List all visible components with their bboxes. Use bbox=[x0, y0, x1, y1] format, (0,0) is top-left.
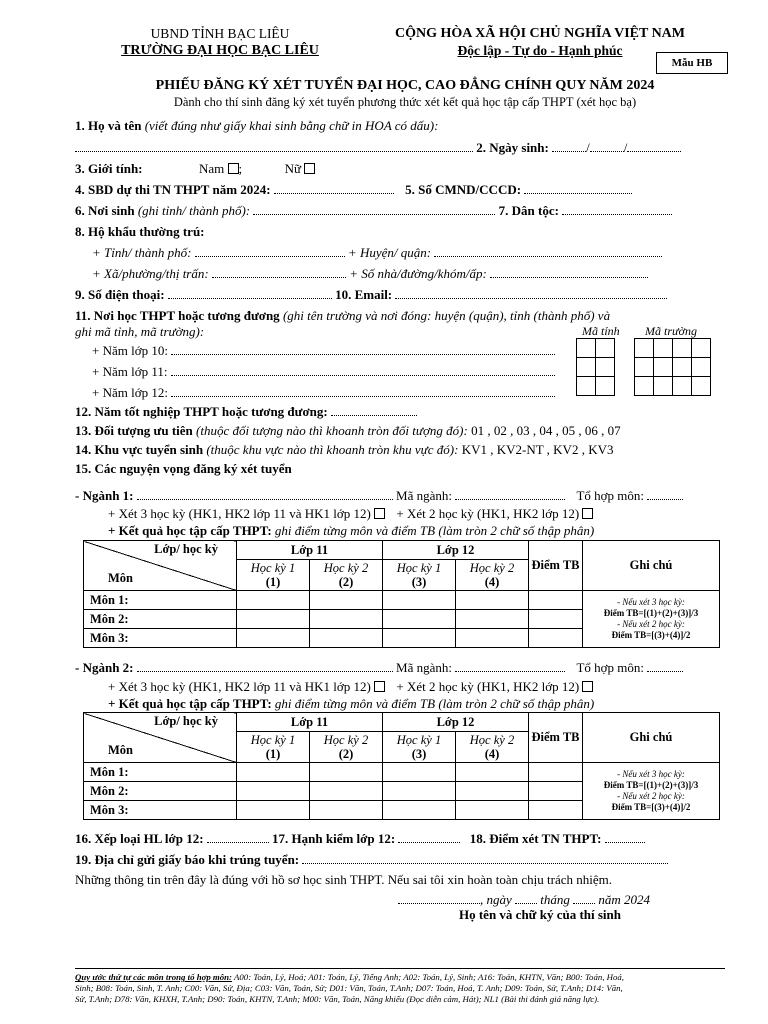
score-cell[interactable] bbox=[237, 629, 310, 648]
date-month-label: tháng bbox=[540, 892, 570, 907]
national-subtitle: Độc lập - Tự do - Hạnh phúc bbox=[457, 43, 623, 58]
field-label: + Số nhà/đường/khóm/ấp: bbox=[349, 266, 487, 281]
note-3-semesters: - Nếu xét 3 học kỳ: bbox=[617, 769, 685, 779]
field-hint: (thuộc đối tượng nào thì khoanh tròn đối tượng đó): bbox=[196, 423, 468, 438]
avg-cell[interactable] bbox=[529, 629, 583, 648]
field-label: 10. Email: bbox=[335, 287, 393, 302]
field-contact-row bbox=[75, 287, 768, 303]
choice-2-major-input[interactable] bbox=[137, 662, 393, 672]
gender-male-checkbox[interactable] bbox=[228, 163, 239, 174]
score-cell[interactable] bbox=[310, 629, 383, 648]
hk2-label: Học kỳ 2 bbox=[469, 561, 515, 575]
avg-cell[interactable] bbox=[529, 610, 583, 629]
notes-cell bbox=[583, 591, 720, 648]
residence-ward-input[interactable] bbox=[212, 268, 346, 278]
code-cell[interactable] bbox=[635, 377, 654, 396]
formula-3-semesters: Điểm TB=[(1)+(2)+(3)]/3 bbox=[603, 780, 699, 790]
table-corner bbox=[84, 713, 237, 763]
field-address-row bbox=[75, 852, 768, 868]
rules-line: Sử, T.Anh; D78: Văn, KHXH, T.Anh; D90: Toán, KHTN, T.Anh; M00: Văn, Toán, Năng khiếu (Đọc diễn cảm, Hát); NL1 (Bài thi đánh giá năng lực). bbox=[75, 994, 600, 1004]
date-line bbox=[398, 892, 650, 908]
dob-month-input[interactable] bbox=[590, 142, 624, 152]
ethnicity-input[interactable] bbox=[562, 205, 672, 215]
field-grades-row bbox=[75, 831, 768, 847]
date-year-label: năm 2024 bbox=[598, 892, 651, 907]
declaration-text: Những thông tin trên đây là đúng với hồ sơ học sinh THPT. Nếu sai tôi xin hoàn toàn chịu trách nhiệm. bbox=[75, 872, 612, 887]
province-code-label: Mã tỉnh bbox=[582, 324, 620, 338]
code-cell[interactable] bbox=[673, 339, 692, 358]
field-region bbox=[75, 442, 768, 458]
footer-divider bbox=[75, 968, 725, 969]
score-cell[interactable] bbox=[310, 763, 383, 782]
date-day-label: , ngày bbox=[480, 892, 512, 907]
slash: / bbox=[623, 140, 628, 155]
corner-bottom: Môn bbox=[108, 743, 133, 757]
score-cell[interactable] bbox=[237, 801, 310, 820]
score-cell[interactable] bbox=[310, 782, 383, 801]
place-input[interactable] bbox=[398, 894, 480, 904]
code-cell[interactable] bbox=[635, 339, 654, 358]
field-label: 19. Địa chỉ gửi giấy báo khi trúng tuyển: bbox=[75, 852, 300, 867]
col-num: (4) bbox=[484, 575, 500, 589]
choice-1-combo-input[interactable] bbox=[647, 490, 683, 500]
residence-ward-row bbox=[92, 266, 768, 282]
grade12-header: Lớp 12 bbox=[383, 541, 529, 560]
col-num: (2) bbox=[338, 747, 354, 761]
gender-male-label: Nam bbox=[199, 161, 225, 176]
major-code-label: Mã ngành: bbox=[396, 660, 452, 675]
formula-2-semesters: Điểm TB=[(3)+(4)]/2 bbox=[611, 630, 691, 640]
rules-line: Sinh; B08: Toán, Sinh, T. Anh; C00: Văn, Sử, Địa; C03: Văn, Toán, Sử; D01: Văn, Toán, T.Anh; D07: Toán, Hoá, T. Anh; D09: Toán, Sử, T.Anh; D14: Văn, bbox=[75, 983, 623, 993]
semester-header bbox=[456, 732, 529, 763]
notes-cell bbox=[583, 763, 720, 820]
choice-2-result bbox=[108, 696, 768, 712]
choice-2-options bbox=[108, 679, 768, 695]
graduation-score-input[interactable] bbox=[605, 833, 645, 843]
field-label: 3. Giới tính: bbox=[75, 161, 143, 176]
combo-label: Tổ hợp môn: bbox=[576, 488, 645, 503]
conduct-input[interactable] bbox=[398, 833, 460, 843]
result-hint: ghi điểm từng môn và điểm TB (làm tròn 2 chữ số thập phân) bbox=[274, 696, 595, 711]
hk1-label: Học kỳ 1 bbox=[396, 561, 442, 575]
field-graduation-year bbox=[75, 404, 768, 420]
residence-district-input[interactable] bbox=[434, 247, 662, 257]
school-code-grid[interactable] bbox=[634, 338, 711, 396]
major-code-label: Mã ngành: bbox=[396, 488, 452, 503]
col-num: (4) bbox=[484, 747, 500, 761]
semester-header bbox=[383, 732, 456, 763]
code-cell[interactable] bbox=[654, 358, 673, 377]
option-2-semesters-checkbox[interactable] bbox=[582, 508, 593, 519]
score-cell[interactable] bbox=[383, 591, 456, 610]
notes-header: Ghi chú bbox=[583, 713, 720, 763]
note-2-semesters: - Nếu xét 2 học kỳ: bbox=[617, 619, 685, 629]
code-cell[interactable] bbox=[596, 358, 615, 377]
score-cell[interactable] bbox=[237, 591, 310, 610]
field-school-label bbox=[75, 308, 768, 324]
issuer-school: TRƯỜNG ĐẠI HỌC BẠC LIÊU bbox=[121, 43, 319, 58]
slash: / bbox=[586, 140, 590, 155]
field-label: 1. Họ và tên bbox=[75, 118, 142, 133]
exam-id-input[interactable] bbox=[274, 184, 394, 194]
avg-cell[interactable] bbox=[529, 782, 583, 801]
province-code-grid[interactable] bbox=[576, 338, 615, 396]
formula-2-semesters: Điểm TB=[(3)+(4)]/2 bbox=[611, 802, 691, 812]
form-title: PHIẾU ĐĂNG KÝ XÉT TUYỂN ĐẠI HỌC, CAO ĐẲNG CHÍNH QUY NĂM 2024 bbox=[155, 78, 655, 93]
id-card-input[interactable] bbox=[524, 184, 632, 194]
full-name-input[interactable] bbox=[75, 142, 473, 152]
score-cell[interactable] bbox=[383, 629, 456, 648]
option-3-semesters-label: + Xét 3 học kỳ (HK1, HK2 lớp 11 và HK1 lớp 12) bbox=[108, 506, 371, 521]
code-cell[interactable] bbox=[577, 377, 596, 396]
semester-header bbox=[310, 732, 383, 763]
field-label: + Xã/phường/thị trấn: bbox=[92, 266, 209, 281]
dob-day-input[interactable] bbox=[552, 142, 586, 152]
hk2-label: Học kỳ 2 bbox=[469, 733, 515, 747]
code-cell[interactable] bbox=[654, 339, 673, 358]
option-2-semesters-checkbox[interactable] bbox=[582, 681, 593, 692]
subject-label: Môn 3: bbox=[84, 629, 237, 648]
combo-label: Tổ hợp môn: bbox=[576, 660, 645, 675]
subject-label: Môn 1: bbox=[84, 763, 237, 782]
choice-1-major-input[interactable] bbox=[137, 490, 393, 500]
code-cell[interactable] bbox=[673, 358, 692, 377]
field-residence-label: 8. Hộ khẩu thường trú: bbox=[75, 224, 205, 239]
code-cell[interactable] bbox=[596, 377, 615, 396]
score-cell[interactable] bbox=[310, 610, 383, 629]
rules-text: A00: Toán, Lý, Hoá; A01: Toán, Lý, Tiếng Anh; A02: Toán, Lý, Sinh; A16: Toán, KHTN, Văn; B00: Toán, Hoá, bbox=[231, 972, 624, 982]
score-cell[interactable] bbox=[383, 763, 456, 782]
code-cell[interactable] bbox=[596, 339, 615, 358]
avg-header: Điểm TB bbox=[529, 713, 583, 763]
field-label: + Huyện/ quận: bbox=[347, 245, 432, 260]
field-label: 16. Xếp loại HL lớp 12: bbox=[75, 831, 204, 846]
avg-header: Điểm TB bbox=[529, 541, 583, 591]
field-hint: (ghi tỉnh/ thành phố): bbox=[137, 203, 251, 218]
code-cell[interactable] bbox=[692, 377, 711, 396]
score-cell[interactable] bbox=[383, 782, 456, 801]
field-birthplace-row bbox=[75, 203, 768, 219]
col-num: (1) bbox=[265, 575, 281, 589]
field-hint: (ghi tên trường và nơi đóng: huyện (quận), tỉnh (thành phố) và bbox=[282, 308, 611, 323]
field-hint: (viết đúng như giấy khai sinh bằng chữ in HOA có dấu): bbox=[144, 118, 439, 133]
birthplace-input[interactable] bbox=[253, 205, 495, 215]
semester-header bbox=[383, 560, 456, 591]
field-full-name bbox=[75, 118, 768, 134]
avg-cell[interactable] bbox=[529, 763, 583, 782]
school-grade12-input[interactable] bbox=[171, 387, 555, 397]
hk1-label: Học kỳ 1 bbox=[250, 733, 296, 747]
notes-header: Ghi chú bbox=[583, 541, 720, 591]
code-cell[interactable] bbox=[692, 339, 711, 358]
result-hint: ghi điểm từng môn và điểm TB (làm tròn 2 chữ số thập phân) bbox=[274, 523, 595, 538]
code-cell[interactable] bbox=[635, 358, 654, 377]
choice-label: - Ngành 2: bbox=[75, 660, 134, 675]
corner-bottom: Môn bbox=[108, 571, 133, 585]
field-label: + Năm lớp 12: bbox=[92, 385, 168, 400]
field-choices-label: 15. Các nguyện vọng đăng ký xét tuyển bbox=[75, 461, 292, 476]
code-cell[interactable] bbox=[654, 377, 673, 396]
residence-street-input[interactable] bbox=[490, 268, 648, 278]
score-cell[interactable] bbox=[456, 801, 529, 820]
subject-rules bbox=[75, 972, 624, 1005]
score-table-1 bbox=[83, 540, 720, 648]
code-cell[interactable] bbox=[673, 377, 692, 396]
field-label: 9. Số điện thoại: bbox=[75, 287, 165, 302]
field-label: 17. Hạnh kiểm lớp 12: bbox=[272, 831, 396, 846]
field-label: 2. Ngày sinh: bbox=[476, 140, 549, 155]
semester-header bbox=[310, 560, 383, 591]
note-3-semesters: - Nếu xét 3 học kỳ: bbox=[617, 597, 685, 607]
choice-1-result bbox=[108, 523, 768, 539]
field-hint: (thuộc khu vực nào thì khoanh tròn khu vực đó): bbox=[206, 442, 459, 457]
signature-label: Họ tên và chữ ký của thí sinh bbox=[458, 907, 622, 922]
option-2-semesters-label: + Xét 2 học kỳ (HK1, HK2 lớp 12) bbox=[396, 679, 580, 694]
code-cell[interactable] bbox=[692, 358, 711, 377]
hk1-label: Học kỳ 1 bbox=[250, 561, 296, 575]
score-cell[interactable] bbox=[456, 763, 529, 782]
field-label: + Tỉnh/ thành phố: bbox=[92, 245, 192, 260]
gender-female-checkbox[interactable] bbox=[304, 163, 315, 174]
corner-top: Lớp/ học kỳ bbox=[154, 714, 218, 728]
table-corner bbox=[84, 541, 237, 591]
option-3-semesters-checkbox[interactable] bbox=[374, 681, 385, 692]
option-3-semesters-label: + Xét 3 học kỳ (HK1, HK2 lớp 11 và HK1 lớp 12) bbox=[108, 679, 371, 694]
email-input[interactable] bbox=[395, 289, 667, 299]
phone-input[interactable] bbox=[168, 289, 332, 299]
grade12-header: Lớp 12 bbox=[383, 713, 529, 732]
choice-2-code-input[interactable] bbox=[455, 662, 565, 672]
field-dob-row bbox=[75, 140, 768, 156]
subject-label: Môn 1: bbox=[84, 591, 237, 610]
field-school-hint: ghi mã tỉnh, mã trường): bbox=[75, 324, 205, 339]
field-label: 5. Số CMND/CCCD: bbox=[405, 182, 522, 197]
subject-label: Môn 3: bbox=[84, 801, 237, 820]
national-motto: CỘNG HÒA XÃ HỘI CHỦ NGHĨA VIỆT NAM bbox=[394, 26, 685, 41]
field-priority bbox=[75, 423, 768, 439]
subject-label: Môn 2: bbox=[84, 610, 237, 629]
hk2-label: Học kỳ 2 bbox=[323, 561, 369, 575]
score-cell[interactable] bbox=[310, 801, 383, 820]
score-cell[interactable] bbox=[456, 610, 529, 629]
graduation-year-input[interactable] bbox=[331, 406, 417, 416]
grade11-header: Lớp 11 bbox=[237, 713, 383, 732]
mailing-address-input[interactable] bbox=[302, 854, 668, 864]
score-cell[interactable] bbox=[456, 782, 529, 801]
semester-header bbox=[237, 732, 310, 763]
result-label: + Kết quả học tập cấp THPT: bbox=[108, 523, 272, 538]
option-2-semesters-label: + Xét 2 học kỳ (HK1, HK2 lớp 12) bbox=[396, 506, 580, 521]
score-cell[interactable] bbox=[383, 801, 456, 820]
region-options[interactable]: KV1 , KV2-NT , KV2 , KV3 bbox=[461, 442, 614, 457]
hk1-label: Học kỳ 1 bbox=[396, 733, 442, 747]
day-input[interactable] bbox=[515, 894, 537, 904]
gender-female-label: Nữ bbox=[284, 161, 302, 176]
field-label: 12. Năm tốt nghiệp THPT hoặc tương đương: bbox=[75, 404, 328, 419]
form-code-badge: Mẫu HB bbox=[656, 52, 728, 74]
rules-label: Quy ước thứ tự các môn trong tổ hợp môn: bbox=[75, 972, 232, 982]
score-cell[interactable] bbox=[456, 591, 529, 610]
field-label: + Năm lớp 11: bbox=[92, 364, 168, 379]
field-label: 6. Nơi sinh bbox=[75, 203, 135, 218]
field-label: 13. Đối tượng ưu tiên bbox=[75, 423, 193, 438]
choice-1-options bbox=[108, 506, 768, 522]
col-num: (2) bbox=[338, 575, 354, 589]
code-cell[interactable] bbox=[577, 339, 596, 358]
option-3-semesters-checkbox[interactable] bbox=[374, 508, 385, 519]
school-grade10-input[interactable] bbox=[171, 345, 555, 355]
school-code-label: Mã trường bbox=[645, 324, 697, 338]
field-gender bbox=[75, 161, 768, 177]
score-cell[interactable] bbox=[237, 763, 310, 782]
choice-1-row bbox=[75, 488, 768, 504]
field-label: 14. Khu vực tuyển sinh bbox=[75, 442, 204, 457]
residence-province-row bbox=[92, 245, 768, 261]
score-cell[interactable] bbox=[310, 591, 383, 610]
col-num: (3) bbox=[411, 575, 427, 589]
note-2-semesters: - Nếu xét 2 học kỳ: bbox=[617, 791, 685, 801]
subject-label: Môn 2: bbox=[84, 782, 237, 801]
avg-cell[interactable] bbox=[529, 801, 583, 820]
separator: ; bbox=[238, 161, 243, 176]
form-subtitle: Dành cho thí sinh đăng ký xét tuyển phương thức xét kết quả học tập cấp THPT (xét học bạ) bbox=[173, 95, 637, 109]
code-cell[interactable] bbox=[577, 358, 596, 377]
field-exam-id-row bbox=[75, 182, 768, 198]
score-cell[interactable] bbox=[383, 610, 456, 629]
field-label: + Năm lớp 10: bbox=[92, 343, 168, 358]
semester-header bbox=[237, 560, 310, 591]
choice-label: - Ngành 1: bbox=[75, 488, 134, 503]
col-num: (3) bbox=[411, 747, 427, 761]
academic-rank-input[interactable] bbox=[207, 833, 269, 843]
school-grade11-input[interactable] bbox=[171, 366, 555, 376]
formula-3-semesters: Điểm TB=[(1)+(2)+(3)]/3 bbox=[603, 608, 699, 618]
hk2-label: Học kỳ 2 bbox=[323, 733, 369, 747]
corner-top: Lớp/ học kỳ bbox=[154, 542, 218, 556]
month-input[interactable] bbox=[573, 894, 595, 904]
score-cell[interactable] bbox=[237, 782, 310, 801]
field-label: 11. Nơi học THPT hoặc tương đương bbox=[75, 308, 280, 323]
rules-line bbox=[75, 972, 624, 983]
score-cell[interactable] bbox=[456, 629, 529, 648]
score-table-2 bbox=[83, 712, 720, 820]
field-label: 4. SBD dự thi TN THPT năm 2024: bbox=[75, 182, 271, 197]
avg-cell[interactable] bbox=[529, 591, 583, 610]
field-label: 18. Điểm xét TN THPT: bbox=[469, 831, 602, 846]
choice-1-code-input[interactable] bbox=[455, 490, 565, 500]
grade11-header: Lớp 11 bbox=[237, 541, 383, 560]
semester-header bbox=[456, 560, 529, 591]
residence-province-input[interactable] bbox=[195, 247, 345, 257]
result-label: + Kết quả học tập cấp THPT: bbox=[108, 696, 272, 711]
col-num: (1) bbox=[265, 747, 281, 761]
score-cell[interactable] bbox=[237, 610, 310, 629]
issuer-authority: UBND TỈNH BẠC LIÊU bbox=[150, 26, 290, 41]
dob-year-input[interactable] bbox=[627, 142, 681, 152]
choice-2-combo-input[interactable] bbox=[647, 662, 683, 672]
choice-2-row bbox=[75, 660, 768, 676]
priority-options[interactable]: 01 , 02 , 03 , 04 , 05 , 06 , 07 bbox=[471, 423, 621, 438]
field-label: 7. Dân tộc: bbox=[498, 203, 559, 218]
